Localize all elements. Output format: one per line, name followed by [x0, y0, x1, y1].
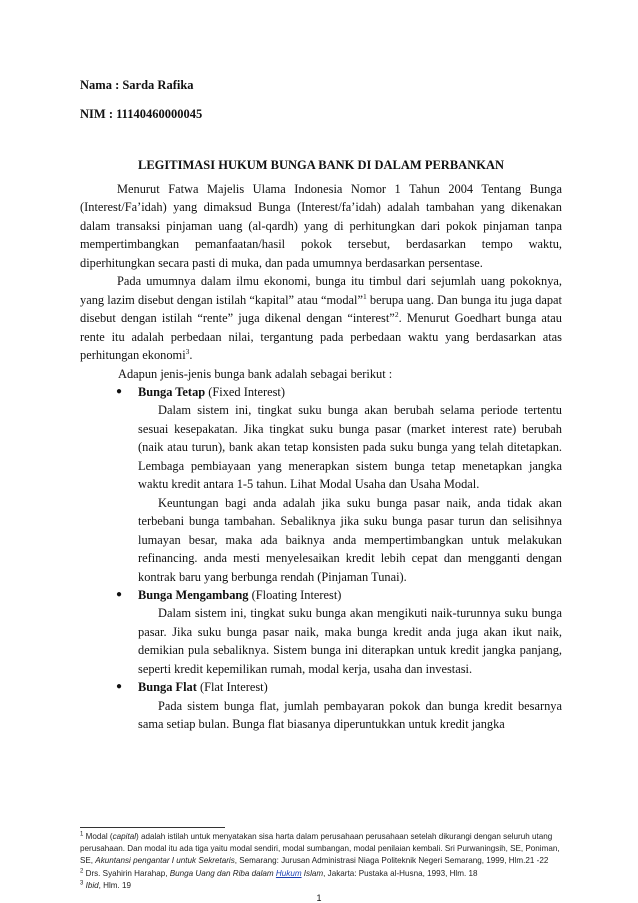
list-item-paragraph: Pada sistem bunga flat, jumlah pembayaran pokok dan bunga kredit besarnya sama setiap bulan. Bunga flat biasanya diperuntukkan untuk kredit jangka	[138, 698, 562, 732]
footnote-book-title: Akuntansi pengantar I untuk Sekretaris	[95, 856, 235, 866]
document-title: LEGITIMASI HUKUM BUNGA BANK DI DALAM PERBANKAN	[138, 158, 504, 172]
list-item-bunga-tetap	[80, 383, 562, 586]
footnote-ref-2[interactable]: 2	[394, 310, 399, 320]
list-item-paragraph: Keuntungan bagi anda adalah jika suku bunga pasar naik, anda tidak akan terbebani bunga tambahan. Sebaliknya jika suku bunga pasar turun dan selisihnya lumayan besar, maka ada baiknya anda mempertimbangkan untuk melakukan refinancing. anda mesti menyelesaikan kredit lebih cepat dan mengganti dengan kontrak baru yang berbunga rendah (Pinjaman Tunai).	[138, 495, 562, 584]
list-item-english: (Flat Interest)	[196, 680, 268, 695]
list-item-english: (Fixed Interest)	[205, 384, 285, 399]
footnote-1	[80, 831, 562, 868]
footnote-text: , Semarang: Jurusan Administrasi Niaga Politeknik Negeri Semarang, 1999, Hlm.21 -22	[234, 856, 549, 866]
student-id: NIM : 11140460000045	[80, 107, 203, 121]
bullet-icon: ●	[116, 588, 123, 600]
footnotes	[80, 831, 562, 892]
footnote-text: , Hlm. 19	[98, 880, 132, 890]
list-item-bunga-flat	[80, 678, 562, 733]
footnote-ref-3[interactable]: 3	[185, 346, 190, 356]
list-item-title: Bunga Mengambang	[138, 587, 249, 602]
footnote-book-title: Bunga Uang dan Riba dalam	[169, 868, 276, 878]
footnote-text: Drs. Syahirin Harahap,	[83, 868, 170, 878]
footnote-ref-1[interactable]: 1	[362, 291, 367, 301]
document-body	[80, 180, 562, 734]
list-item-bunga-mengambang	[80, 586, 562, 678]
list-item-english: (Floating Interest)	[248, 587, 342, 602]
bullet-icon: ●	[116, 385, 123, 397]
paragraph-text: berupa uang. Dan bunga itu juga dapat disebut dengan istilah “rente” juga dikenal dengan “interest”	[80, 292, 562, 326]
paragraph-text: Pada umumnya dalam ilmu ekonomi, bunga itu timbul dari sejumlah uang pokoknya, yang lazim disebut dengan istilah “kapital” atau “modal”	[80, 274, 562, 307]
paragraph-fatwa: Menurut Fatwa Majelis Ulama Indonesia Nomor 1 Tahun 2004 Tentang Bunga (Interest/Fa’idah) yang dimaksud Bunga (Interest/fa’idah) adalah tambahan yang dikenakan dalam transaksi pinjaman uang (al-qardh) yang di perhitungkan dari pokok pinjaman tanpa mempertimbangkan pemanfaatan/hasil pokok tersebut, berdasarkan tempo waktu, diperhitungkan secara pasti di muka, dan pada umumnya berdasarkan persentase.	[80, 182, 562, 270]
hukum-link[interactable]: Hukum	[275, 868, 302, 878]
footnote-number: 2	[80, 867, 84, 874]
footnote-book-title: Islam	[301, 868, 324, 878]
footnote-text: , Jakarta: Pustaka al-Husna, 1993, Hlm. 18	[323, 868, 478, 878]
list-item-title: Bunga Flat	[138, 680, 197, 695]
footnote-divider	[80, 827, 225, 828]
footnote-italic: capital	[112, 832, 136, 841]
footnote-text: ) adalah istilah untuk menyatakan sisa harta dalam perusahaan perusahaan setelah dikurangi dengan seluruh utang perusahaan. Dan modal itu ada tiga yaitu modal sendiri, modal sumbangan, modal penilaian kembali. Sri Purwaningsih, SE, Poniman, SE,	[80, 832, 560, 866]
list-item-paragraph: Dalam sistem ini, tingkat suku bunga akan berubah selama periode tertentu sesuai kesepakatan. Jika tingkat suku bunga pasar (market interest rate) berubah (naik atau turun), bank akan tetap konsisten pada suku bunga yang telah ditetapkan. Lembaga pembiayaan yang menerapkan sistem bunga tetap menetapkan jangka waktu kredit antara 1-5 tahun. Lihat Modal Usaha dan Usaha Modal.	[138, 403, 562, 492]
interest-types-list	[80, 383, 562, 734]
footnote-italic: Ibid	[85, 880, 99, 890]
author-name: Nama : Sarda Rafika	[80, 78, 194, 92]
list-item-heading	[138, 383, 562, 401]
footnote-3	[80, 880, 562, 892]
page-number: 1	[316, 893, 322, 903]
bullet-icon: ●	[116, 681, 123, 693]
list-item-heading	[138, 586, 562, 604]
footnote-text: Modal (	[83, 832, 113, 841]
paragraph-jenis: Adapun jenis-jenis bunga bank adalah sebagai berikut :	[118, 366, 393, 381]
list-item-paragraph: Dalam sistem ini, tingkat suku bunga akan mengikuti naik-turunnya suku bunga pasar. Jika suku bunga pasar naik, maka bunga kredit anda juga akan ikut naik, demikian pula sebaliknya. Sistem bunga ini diterapkan untuk kredit jangka panjang, seperti kredit kepemilikan rumah, modal kerja, usaha dan investasi.	[138, 606, 562, 676]
list-item-title: Bunga Tetap	[138, 384, 206, 399]
footnote-number: 3	[80, 880, 84, 887]
paragraph-text: .	[189, 348, 193, 363]
footnote-2	[80, 868, 562, 880]
list-item-heading	[138, 678, 562, 696]
footnote-number: 1	[80, 831, 84, 838]
paragraph-ekonomi	[80, 272, 562, 364]
paragraph-text: . Menurut Goedhart bunga atau rente itu adalah perbedaan nilai, tergantung pada perbedaan waktu yang berdasarkan atas perhitungan ekonomi	[80, 311, 562, 363]
